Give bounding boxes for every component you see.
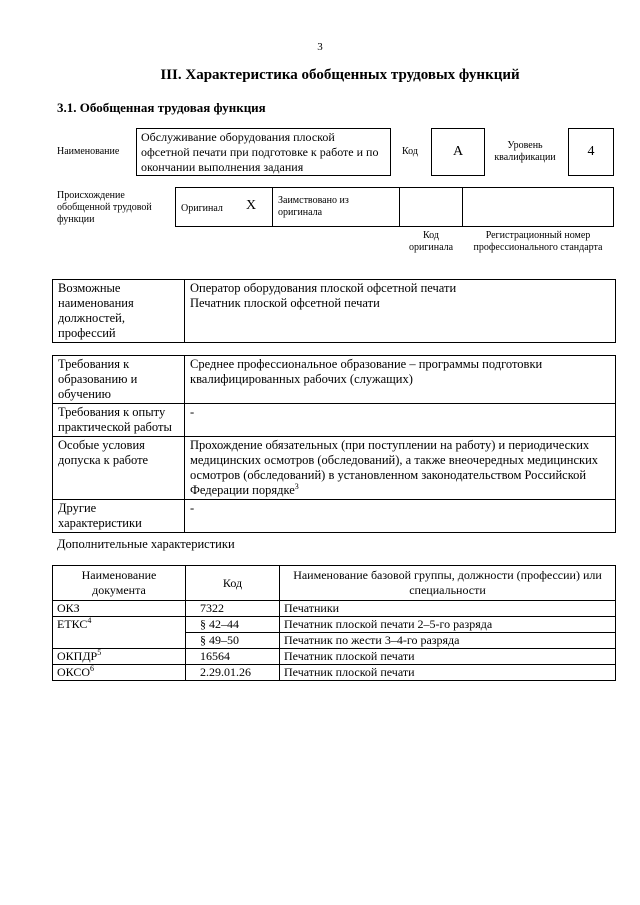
header-name: Наименование базовой группы, должности (профессии) или специальности: [280, 566, 616, 601]
page-number: 3: [317, 41, 323, 53]
code-label: Код: [402, 146, 418, 157]
header-code: Код: [186, 566, 280, 601]
level-label: Уровень квалификации: [494, 140, 556, 163]
doc-cell: [53, 649, 186, 665]
positions-values: [185, 280, 616, 343]
origin-label: Происхождение обобщенной трудовой функции: [57, 190, 152, 225]
header-doc: Наименование документа: [53, 566, 186, 601]
requirements-table: [52, 355, 616, 533]
requirement-value: -: [185, 500, 616, 533]
additional-header-row: [53, 566, 616, 601]
name-cell: Печатник плоской печати: [280, 649, 616, 665]
name-label: Наименование: [57, 146, 120, 157]
table-row: [53, 649, 616, 665]
origin-divider-3: [462, 188, 463, 226]
name-cell: Печатник плоской печати: [280, 665, 616, 681]
position-item: Печатник плоской офсетной печати: [190, 296, 380, 310]
function-code-box: [431, 128, 485, 176]
origin-box: [175, 187, 614, 227]
code-cell: § 42–44: [186, 617, 280, 633]
code-original-caption: Код оригинала: [408, 230, 454, 253]
positions-label: Возможные наименования должностей, профессий: [53, 280, 185, 343]
doc-name: ЕТКС: [57, 617, 88, 631]
requirement-value: [185, 437, 616, 500]
doc-cell: [53, 617, 186, 649]
requirement-row: [53, 437, 616, 500]
table-row: [53, 665, 616, 681]
name-cell: Печатники: [280, 601, 616, 617]
original-label: Оригинал: [181, 203, 223, 214]
footnote-mark: 3: [294, 481, 299, 491]
doc-name: ОКЗ: [57, 601, 80, 615]
position-item: Оператор оборудования плоской офсетной печати: [190, 281, 457, 295]
requirement-row: [53, 356, 616, 404]
requirement-row: [53, 500, 616, 533]
requirement-label: Требования к опыту практической работы: [53, 404, 185, 437]
section-title: III. Характеристика обобщенных трудовых функций: [160, 67, 520, 83]
level-box: [568, 128, 614, 176]
function-name-value: Обслуживание оборудования плоской офсетной печати при подготовке к работе и по окончании выполнения задания: [141, 130, 379, 174]
requirement-value: -: [185, 404, 616, 437]
requirement-value-text: Прохождение обязательных (при поступлении на работу) и периодических медицинских осмотров (обследований), а также внеочередных медицинских осмотров (обследований) в установленном законодательством Российской Федерации порядке: [190, 438, 599, 497]
positions-table: [52, 279, 616, 343]
footnote-mark: 5: [97, 648, 102, 657]
reg-number-caption: Регистрационный номер профессионального стандарта: [473, 230, 603, 253]
requirement-label: Другие характеристики: [53, 500, 185, 533]
code-cell: 2.29.01.26: [186, 665, 280, 681]
code-cell: 16564: [186, 649, 280, 665]
name-cell: Печатник по жести 3–4-го разряда: [280, 633, 616, 649]
code-cell: 7322: [186, 601, 280, 617]
doc-cell: [53, 665, 186, 681]
code-cell: § 49–50: [186, 633, 280, 649]
footnote-mark: 4: [87, 616, 92, 625]
origin-divider-1: [272, 188, 273, 226]
positions-row: [53, 280, 616, 343]
additional-title: Дополнительные характеристики: [57, 537, 235, 551]
doc-name: ОКСО: [57, 665, 91, 679]
table-row: [53, 601, 616, 617]
requirement-value: Среднее профессиональное образование – программы подготовки квалифицированных рабочих (служащих): [185, 356, 616, 404]
origin-divider-2: [399, 188, 400, 226]
borrowed-label: Заимствовано из оригинала: [278, 195, 349, 218]
name-cell: Печатник плоской печати 2–5-го разряда: [280, 617, 616, 633]
requirement-row: [53, 404, 616, 437]
doc-cell: [53, 601, 186, 617]
requirement-label: Требования к образованию и обучению: [53, 356, 185, 404]
subsection-title: 3.1. Обобщенная трудовая функция: [57, 100, 266, 115]
level-value: 4: [587, 144, 595, 159]
table-row: [53, 617, 616, 633]
doc-name: ОКПДР: [57, 649, 98, 663]
requirement-label: Особые условия допуска к работе: [53, 437, 185, 500]
function-name-box: [136, 128, 391, 176]
original-mark: X: [246, 198, 257, 213]
footnote-mark: 6: [90, 664, 95, 673]
function-code-value: A: [452, 144, 464, 159]
additional-table: [52, 565, 616, 681]
